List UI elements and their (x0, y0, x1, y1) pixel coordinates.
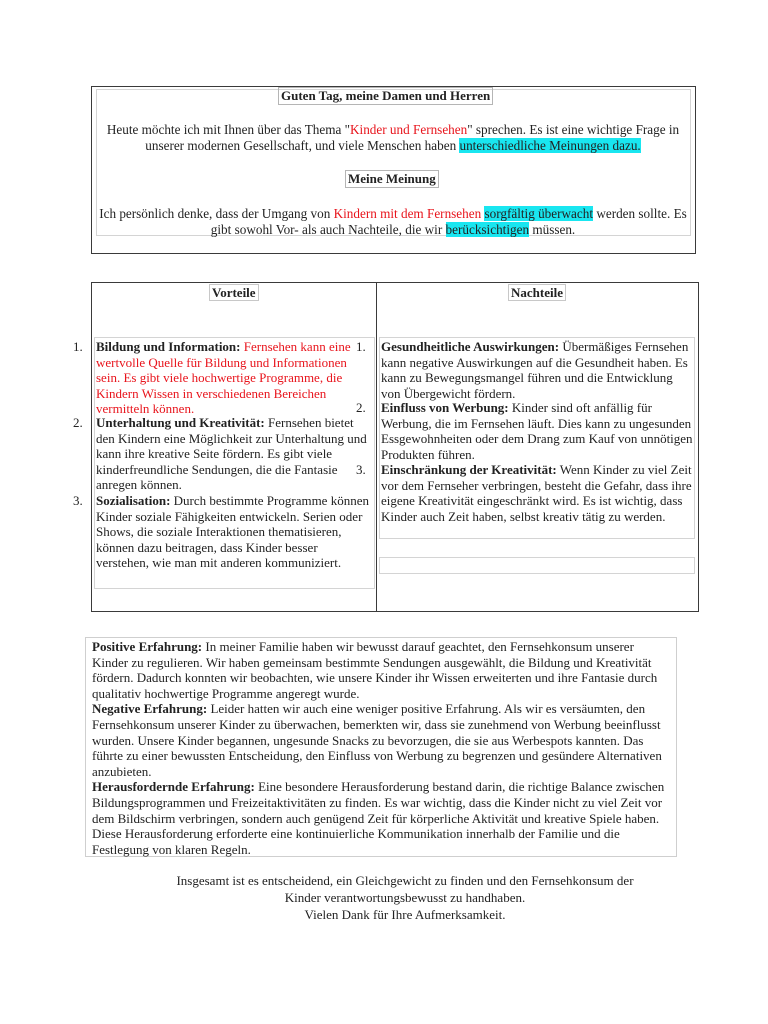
experiences-section (85, 637, 677, 857)
greeting-heading: Guten Tag, meine Damen und Herren (278, 87, 493, 105)
experience-title: Herausfordernde Erfahrung: (92, 779, 255, 795)
opinion-heading: Meine Meinung (345, 170, 439, 188)
closing-thanks: Vielen Dank für Ihre Aufmerksamkeit. (304, 907, 506, 922)
list-number: 3. (73, 493, 83, 508)
topic-text: Kinder und Fernsehen (350, 122, 468, 137)
list-number: 2. (356, 400, 366, 415)
opinion-paragraph: Ich persönlich denke, dass der Umgang von Kindern mit dem Fernsehen sorgfältig überwacht werden sollte. Es gibt sowohl Vor- als auch Nachteile, die wir berücksichtigen müssen. (99, 206, 687, 237)
experience-body: In meiner Familie haben wir bewusst darauf geachtet, den Fernsehkonsum unserer Kinder zu regulieren. Wir haben gemeinsam bestimmte Sendungen ausgewählt, die Bildung und Kreativität fördern. Dadurch konnten wir beobachten, wie unsere Kinder ihr Wissen erweiterten und ihre Fantasie durch qualitativ hochwertige Programme angeregt wurde. (92, 639, 658, 701)
column-divider (376, 283, 377, 611)
closing-section (100, 872, 710, 923)
closing-line: Kinder verantwortungsbewusst zu handhaben. (284, 890, 526, 905)
experiences-text (92, 639, 672, 857)
experience-title: Negative Erfahrung: (92, 701, 208, 717)
pros-header: Vorteile (209, 284, 259, 301)
list-number: 3. (356, 462, 366, 477)
pros-item: Unterhaltung und Kreativität: Fernsehen bietet den Kindern eine Möglichkeit zur Unterhaltung und kann ihre kreative Seite fördern. Es gibt viele kinderfreundliche Sendungen, die die Fantasie anregen können. (96, 415, 367, 493)
experience-body: Leider hatten wir auch eine weniger positive Erfahrung. Als wir es versäumten, den Fernsehkonsum unserer Kinder zu überwachen, bemerkten wir, dass sie zunehmend von Werbung beeinflusst wurden. Unsere Kinder begannen, ungesunde Snacks zu bevorzugen, die sie aus Werbespots kannten. Das führte zu einer bewussten Entscheidung, den Einfluss von Werbung zu begrenzen und gesündere Alternativen anzubieten. (92, 701, 662, 779)
cons-header: Nachteile (508, 284, 566, 301)
intro-section (91, 86, 696, 254)
list-number: 1. (356, 339, 366, 354)
experience-title: Positive Erfahrung: (92, 639, 203, 654)
list-number: 2. (73, 415, 83, 430)
cons-item: Gesundheitliche Auswirkungen: Übermäßiges Fernsehen kann negative Auswirkungen auf die Gesundheit haben. Es kann zu Bewegungsmangel führen und die Entwicklung von Übergewicht fördern. (381, 339, 689, 401)
pros-header-space (94, 301, 374, 337)
cons-empty-cell (379, 557, 695, 574)
cons-item: Einschränkung der Kreativität: Wenn Kinder zu viel Zeit vor dem Fernseher verbringen, besteht die Gefahr, dass ihre eigene Kreativität eingeschränkt wird. Es ist wichtig, dass Kinder auch Zeit haben, selbst kreativ tätig zu werden. (381, 462, 692, 524)
cons-item: Einfluss von Werbung: Kinder sind oft anfällig für Werbung, die im Fernsehen läuft. Dies kann zu ungesunden Essgewohnheiten oder dem Drang zum Kauf von unnötigen Produkten führen. (381, 400, 693, 462)
closing-line: Insgesamt ist es entscheidend, ein Gleichgewicht zu finden und den Fernsehkonsum der (176, 873, 634, 888)
highlight-text: unterschiedliche Meinungen dazu. (459, 138, 641, 153)
intro-paragraph: Heute möchte ich mit Ihnen über das Thema "Kinder und Fernsehen" sprechen. Es ist eine wichtige Frage in unserer modernen Gesellschaft, und viele Menschen haben unterschiedliche Meinungen dazu. (106, 122, 680, 153)
pros-item: Bildung und Information: Fernsehen kann eine wertvolle Quelle für Bildung und Informationen sein. Es gibt viele hochwertige Programme, die Kindern Wissen in verschiedenen Bereichen vermitteln können. (96, 339, 351, 417)
pros-cons-table (73, 282, 699, 612)
pros-item: Sozialisation: Durch bestimmte Programme können Kinder soziale Fähigkeiten entwickeln. Serien oder Shows, die soziale Interaktionen thematisieren, können dazu beitragen, dass Kinder besser verstehen, wie man mit anderen kommuniziert. (96, 493, 369, 571)
list-number: 1. (73, 339, 83, 354)
experience-body: Eine besondere Herausforderung bestand darin, die richtige Balance zwischen Bildungsprogrammen und Freizeitaktivitäten zu finden. Es war wichtig, dass die Kinder nicht zu viel Zeit vor dem Bildschirm verbringen, sondern auch genügend Zeit für körperliche Aktivität und kreative Spiele haben. Diese Herausforderung erforderte eine kontinuierliche Kommunikation innerhalb der Familie und die Festlegung von klaren Regeln. (92, 779, 665, 857)
